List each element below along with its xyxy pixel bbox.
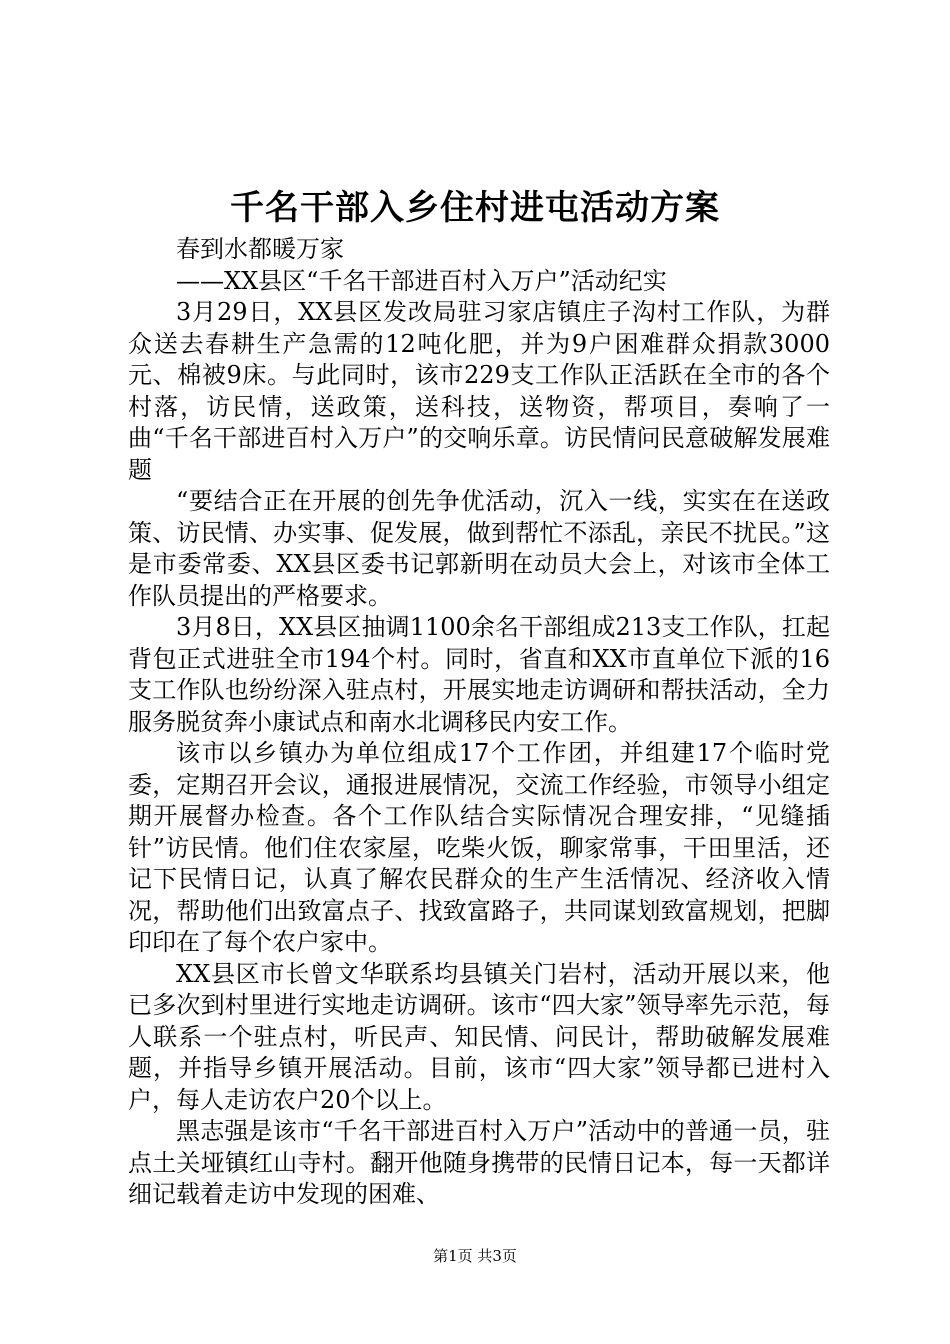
page-number-footer: 第1页 共3页 — [433, 1247, 517, 1265]
document-body — [128, 234, 830, 1211]
body-paragraph: 该市以乡镇办为单位组成17个工作团，并组建17个临时党委，定期召开会议，通报进展情况，交流工作经验，市领导小组定期开展督办检查。各个工作队结合实际情况合理安排，“见缝插针”访民情。他们住农家屋，吃柴火饭，聊家常事，干田里活，还记下民情日记，认真了解农民群众的生产生活情况、经济收入情况，帮助他们出致富点子、找致富路子，共同谋划致富规划，把脚印印在了每个农户家中。 — [128, 739, 830, 956]
subtitle-line: 春到水都暖万家 — [176, 235, 344, 263]
document-title: 千名干部入乡住村进屯活动方案 — [230, 188, 720, 228]
subtitle-line: ——XX县区“千名干部进百村入万户”活动纪实 — [176, 266, 667, 295]
body-paragraph: 3月29日，XX县区发改局驻习家店镇庄子沟村工作队，为群众送去春耕生产急需的12吨化肥，并为9户困难群众捐款3000元、棉被9床。与此同时，该市229支工作队正活跃在全市的各个村落，访民情，送政策，送科技，送物资，帮项目，奏响了一曲“千名干部进百村入万户”的交响乐章。访民情问民意破解发展难题 — [128, 298, 830, 484]
body-paragraph: 黑志强是该市“千名干部进百村入万户”活动中的普通一员，驻点土关垭镇红山寺村。翻开他随身携带的民情日记本，每一天都详细记载着走访中发现的困难、 — [128, 1117, 830, 1208]
body-paragraph: 3月8日，XX县区抽调1100余名干部组成213支工作队，扛起背包正式进驻全市194个村。同时，省直和XX市直单位下派的16支工作队也纷纷深入驻点村，开展实地走访调研和帮扶活动，全力服务脱贫奔小康试点和南水北调移民内安工作。 — [128, 613, 830, 736]
body-paragraph: “要结合正在开展的创先争优活动，沉入一线，实实在在送政策、访民情、办实事、促发展，做到帮忙不添乱，亲民不扰民。”这是市委常委、XX县区委书记郭新明在动员大会上，对该市全体工作队员提出的严格要求。 — [128, 487, 830, 610]
body-paragraph: XX县区市长曾文华联系均县镇关门岩村，活动开展以来，他已多次到村里进行实地走访调研。该市“四大家”领导率先示范，每人联系一个驻点村，听民声、知民情、问民计，帮助破解发展难题，并指导乡镇开展活动。目前，该市“四大家”领导都已进村入户，每人走访农户20个以上。 — [128, 959, 830, 1114]
